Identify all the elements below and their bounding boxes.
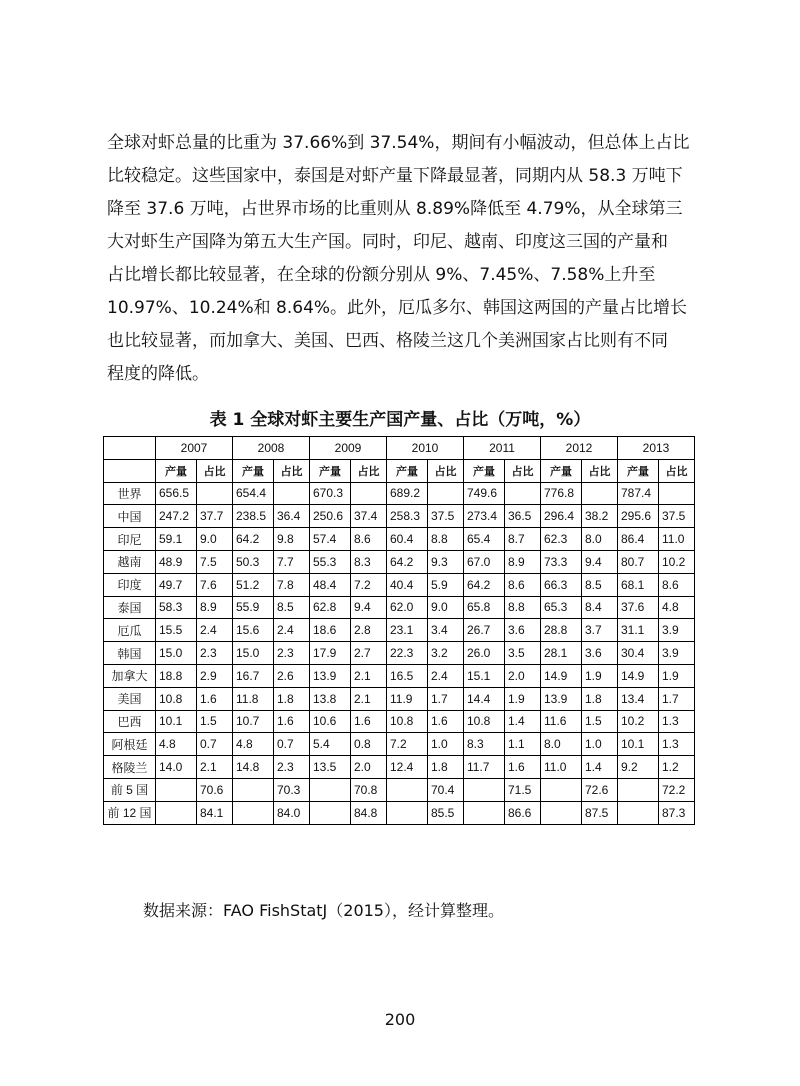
- share-cell: 9.4: [351, 596, 387, 619]
- production-cell: 654.4: [233, 482, 274, 505]
- share-cell: 0.8: [351, 733, 387, 756]
- production-cell: 51.2: [233, 573, 274, 596]
- production-cell: 10.8: [464, 710, 505, 733]
- production-cell: 247.2: [156, 505, 197, 528]
- production-cell: 50.3: [233, 550, 274, 573]
- production-cell: 11.6: [541, 710, 582, 733]
- table-row: [104, 550, 695, 573]
- share-cell: 86.6: [505, 801, 541, 824]
- production-cell: 67.0: [464, 550, 505, 573]
- share-cell: 1.6: [197, 687, 233, 710]
- share-cell: 72.2: [659, 778, 695, 801]
- production-cell: 10.8: [156, 687, 197, 710]
- production-cell: 18.6: [310, 619, 351, 642]
- share-cell: 70.3: [274, 778, 310, 801]
- share-cell: 8.5: [274, 596, 310, 619]
- paragraph-line: 比较稳定。这些国家中，泰国是对虾产量下降最显著，同期内从 58.3 万吨下: [107, 166, 683, 186]
- share-cell: [197, 482, 233, 505]
- production-cell: 15.6: [233, 619, 274, 642]
- table-caption: 表 1 全球对虾主要生产国产量、占比（万吨，%）: [209, 410, 591, 430]
- year-header: 2013: [618, 437, 695, 460]
- production-cell: 15.1: [464, 664, 505, 687]
- paragraph-line: 10.97%、10.24%和 8.64%。此外，厄瓜多尔、韩国这两国的产量占比增长: [107, 298, 688, 318]
- production-cell: 295.6: [618, 505, 659, 528]
- production-cell: [464, 801, 505, 824]
- country-name: 格陵兰: [104, 756, 156, 779]
- share-cell: [582, 482, 618, 505]
- share-cell: 70.8: [351, 778, 387, 801]
- production-cell: 13.4: [618, 687, 659, 710]
- share-header: 占比: [351, 459, 387, 482]
- share-cell: 2.6: [274, 664, 310, 687]
- production-cell: [156, 801, 197, 824]
- production-cell: 13.5: [310, 756, 351, 779]
- share-cell: 0.7: [274, 733, 310, 756]
- share-cell: 1.4: [582, 756, 618, 779]
- year-header: 2009: [310, 437, 387, 460]
- share-cell: 2.1: [197, 756, 233, 779]
- paragraph-line: 全球对虾总量的比重为 37.66%到 37.54%，期间有小幅波动，但总体上占比: [107, 133, 690, 153]
- production-cell: 13.8: [310, 687, 351, 710]
- share-cell: 85.5: [428, 801, 464, 824]
- production-cell: 40.4: [387, 573, 428, 596]
- production-cell: 258.3: [387, 505, 428, 528]
- share-cell: 71.5: [505, 778, 541, 801]
- production-cell: 22.3: [387, 642, 428, 665]
- share-cell: 3.9: [659, 619, 695, 642]
- year-header: 2010: [387, 437, 464, 460]
- table-row: [104, 642, 695, 665]
- share-cell: 2.3: [197, 642, 233, 665]
- production-cell: 58.3: [156, 596, 197, 619]
- production-cell: 80.7: [618, 550, 659, 573]
- production-cell: 73.3: [541, 550, 582, 573]
- production-cell: 7.2: [387, 733, 428, 756]
- share-cell: 9.3: [428, 550, 464, 573]
- share-cell: 2.4: [274, 619, 310, 642]
- country-name: 巴西: [104, 710, 156, 733]
- production-cell: 17.9: [310, 642, 351, 665]
- production-cell: 8.3: [464, 733, 505, 756]
- share-cell: 1.7: [659, 687, 695, 710]
- production-cell: 10.6: [310, 710, 351, 733]
- share-header: 占比: [428, 459, 464, 482]
- share-cell: 7.7: [274, 550, 310, 573]
- production-cell: 670.3: [310, 482, 351, 505]
- production-cell: 749.6: [464, 482, 505, 505]
- production-cell: 787.4: [618, 482, 659, 505]
- share-cell: 37.4: [351, 505, 387, 528]
- share-cell: 1.1: [505, 733, 541, 756]
- table-row: [104, 664, 695, 687]
- production-cell: [387, 801, 428, 824]
- year-header: 2008: [233, 437, 310, 460]
- share-cell: 2.1: [351, 664, 387, 687]
- share-cell: 2.4: [428, 664, 464, 687]
- year-header: 2007: [156, 437, 233, 460]
- share-cell: [659, 482, 695, 505]
- country-name: 越南: [104, 550, 156, 573]
- production-cell: 15.5: [156, 619, 197, 642]
- production-cell: 16.5: [387, 664, 428, 687]
- share-cell: 2.9: [197, 664, 233, 687]
- share-cell: 3.7: [582, 619, 618, 642]
- production-cell: 689.2: [387, 482, 428, 505]
- production-cell: [310, 801, 351, 824]
- share-cell: 1.8: [274, 687, 310, 710]
- share-cell: 37.5: [428, 505, 464, 528]
- production-cell: 64.2: [233, 528, 274, 551]
- production-cell: 10.7: [233, 710, 274, 733]
- share-cell: 11.0: [659, 528, 695, 551]
- country-name: 世界: [104, 482, 156, 505]
- share-cell: 3.6: [582, 642, 618, 665]
- production-header: 产量: [464, 459, 505, 482]
- paragraph-line: 也比较显著，而加拿大、美国、巴西、格陵兰这几个美洲国家占比则有不同: [107, 331, 668, 351]
- corner-cell: [104, 437, 156, 460]
- share-cell: [274, 482, 310, 505]
- production-cell: 26.7: [464, 619, 505, 642]
- share-cell: 8.7: [505, 528, 541, 551]
- country-name: 厄瓜: [104, 619, 156, 642]
- production-cell: [387, 778, 428, 801]
- production-cell: 64.2: [464, 573, 505, 596]
- share-cell: 1.6: [351, 710, 387, 733]
- share-cell: 3.9: [659, 642, 695, 665]
- production-cell: 5.4: [310, 733, 351, 756]
- page-number: 200: [384, 1010, 416, 1029]
- share-cell: 1.0: [582, 733, 618, 756]
- share-header: 占比: [582, 459, 618, 482]
- production-header: 产量: [387, 459, 428, 482]
- production-cell: 15.0: [156, 642, 197, 665]
- table-row: [104, 801, 695, 824]
- share-cell: 9.0: [428, 596, 464, 619]
- production-cell: 14.9: [618, 664, 659, 687]
- production-cell: 55.9: [233, 596, 274, 619]
- share-header: 占比: [505, 459, 541, 482]
- share-cell: 9.8: [274, 528, 310, 551]
- production-cell: [464, 778, 505, 801]
- country-name: 泰国: [104, 596, 156, 619]
- production-cell: [233, 778, 274, 801]
- share-cell: 8.8: [428, 528, 464, 551]
- share-cell: 1.4: [505, 710, 541, 733]
- share-cell: 3.4: [428, 619, 464, 642]
- production-cell: 11.7: [464, 756, 505, 779]
- share-cell: 9.4: [582, 550, 618, 573]
- share-cell: 2.1: [351, 687, 387, 710]
- share-cell: 37.5: [659, 505, 695, 528]
- share-header: 占比: [274, 459, 310, 482]
- share-cell: 38.2: [582, 505, 618, 528]
- production-cell: 60.4: [387, 528, 428, 551]
- country-name: 加拿大: [104, 664, 156, 687]
- production-cell: 10.2: [618, 710, 659, 733]
- paragraph-line: 大对虾生产国降为第五大生产国。同时，印尼、越南、印度这三国的产量和: [107, 232, 668, 252]
- production-cell: [618, 778, 659, 801]
- production-cell: 10.1: [156, 710, 197, 733]
- share-cell: 3.5: [505, 642, 541, 665]
- share-cell: 10.2: [659, 550, 695, 573]
- production-cell: 8.0: [541, 733, 582, 756]
- share-cell: 1.5: [197, 710, 233, 733]
- share-cell: 1.9: [659, 664, 695, 687]
- production-cell: 776.8: [541, 482, 582, 505]
- table-row: [104, 596, 695, 619]
- share-cell: 87.3: [659, 801, 695, 824]
- production-cell: 14.4: [464, 687, 505, 710]
- table-row: [104, 687, 695, 710]
- share-cell: 8.9: [505, 550, 541, 573]
- production-cell: 26.0: [464, 642, 505, 665]
- production-header: 产量: [618, 459, 659, 482]
- production-cell: 31.1: [618, 619, 659, 642]
- share-cell: 1.5: [582, 710, 618, 733]
- production-cell: 11.8: [233, 687, 274, 710]
- production-cell: 66.3: [541, 573, 582, 596]
- production-header: 产量: [156, 459, 197, 482]
- production-cell: 273.4: [464, 505, 505, 528]
- production-cell: 28.1: [541, 642, 582, 665]
- share-cell: 87.5: [582, 801, 618, 824]
- table-row: [104, 710, 695, 733]
- paragraph-line: 程度的降低。: [107, 364, 209, 384]
- country-name: 印尼: [104, 528, 156, 551]
- share-cell: 8.8: [505, 596, 541, 619]
- production-cell: [541, 778, 582, 801]
- production-cell: 656.5: [156, 482, 197, 505]
- production-cell: 296.4: [541, 505, 582, 528]
- share-cell: 70.6: [197, 778, 233, 801]
- share-cell: 8.6: [505, 573, 541, 596]
- share-cell: 8.6: [659, 573, 695, 596]
- production-cell: 11.9: [387, 687, 428, 710]
- production-cell: [541, 801, 582, 824]
- production-cell: 13.9: [541, 687, 582, 710]
- share-cell: 9.0: [197, 528, 233, 551]
- share-cell: 1.3: [659, 733, 695, 756]
- share-header: 占比: [659, 459, 695, 482]
- production-cell: 55.3: [310, 550, 351, 573]
- production-cell: 57.4: [310, 528, 351, 551]
- production-header: 产量: [310, 459, 351, 482]
- production-cell: 62.0: [387, 596, 428, 619]
- share-cell: 1.6: [428, 710, 464, 733]
- share-cell: 1.8: [582, 687, 618, 710]
- production-header: 产量: [541, 459, 582, 482]
- country-name: 美国: [104, 687, 156, 710]
- share-cell: 7.2: [351, 573, 387, 596]
- share-cell: 8.3: [351, 550, 387, 573]
- production-cell: 13.9: [310, 664, 351, 687]
- country-name: 前 12 国: [104, 801, 156, 824]
- production-cell: 16.7: [233, 664, 274, 687]
- share-cell: 8.4: [582, 596, 618, 619]
- production-cell: 12.4: [387, 756, 428, 779]
- table-row: [104, 733, 695, 756]
- body-paragraph: [107, 127, 697, 391]
- production-cell: 14.0: [156, 756, 197, 779]
- share-cell: 4.8: [659, 596, 695, 619]
- table-row: [104, 573, 695, 596]
- share-cell: 5.9: [428, 573, 464, 596]
- share-cell: 37.7: [197, 505, 233, 528]
- share-cell: 1.2: [659, 756, 695, 779]
- production-cell: 4.8: [233, 733, 274, 756]
- share-cell: [428, 482, 464, 505]
- share-cell: [505, 482, 541, 505]
- year-header: 2011: [464, 437, 541, 460]
- share-cell: 84.8: [351, 801, 387, 824]
- production-cell: 238.5: [233, 505, 274, 528]
- table-row: [104, 619, 695, 642]
- production-cell: 48.9: [156, 550, 197, 573]
- share-cell: 1.9: [505, 687, 541, 710]
- table-row: [104, 778, 695, 801]
- share-cell: 1.7: [428, 687, 464, 710]
- share-cell: 2.3: [274, 756, 310, 779]
- share-cell: 8.6: [351, 528, 387, 551]
- production-cell: 14.8: [233, 756, 274, 779]
- production-cell: 10.8: [387, 710, 428, 733]
- table-row: [104, 482, 695, 505]
- production-cell: 28.8: [541, 619, 582, 642]
- production-cell: 30.4: [618, 642, 659, 665]
- share-cell: 1.6: [274, 710, 310, 733]
- share-cell: 1.9: [582, 664, 618, 687]
- year-header: 2012: [541, 437, 618, 460]
- country-name: 前 5 国: [104, 778, 156, 801]
- data-source-note: 数据来源：FAO FishStatJ（2015），经计算整理。: [143, 901, 504, 920]
- share-cell: 2.0: [505, 664, 541, 687]
- production-cell: [310, 778, 351, 801]
- paragraph-line: 占比增长都比较显著，在全球的份额分别从 9%、7.45%、7.58%上升至: [107, 265, 656, 285]
- share-cell: 2.3: [274, 642, 310, 665]
- share-cell: 3.2: [428, 642, 464, 665]
- production-cell: 64.2: [387, 550, 428, 573]
- paragraph-line: 降至 37.6 万吨，占世界市场的比重则从 8.89%降低至 4.79%，从全球第三: [107, 199, 683, 219]
- production-cell: 11.0: [541, 756, 582, 779]
- country-name: 中国: [104, 505, 156, 528]
- production-cell: 4.8: [156, 733, 197, 756]
- table-row: [104, 528, 695, 551]
- production-cell: [233, 801, 274, 824]
- country-name: 印度: [104, 573, 156, 596]
- share-header: 占比: [197, 459, 233, 482]
- country-name: 阿根廷: [104, 733, 156, 756]
- country-name: 韩国: [104, 642, 156, 665]
- production-header: 产量: [233, 459, 274, 482]
- production-cell: 62.8: [310, 596, 351, 619]
- shrimp-production-table: [103, 436, 695, 825]
- production-cell: 86.4: [618, 528, 659, 551]
- share-cell: 36.4: [274, 505, 310, 528]
- share-cell: 2.4: [197, 619, 233, 642]
- share-cell: 1.0: [428, 733, 464, 756]
- share-cell: 84.1: [197, 801, 233, 824]
- share-cell: 7.5: [197, 550, 233, 573]
- production-cell: 48.4: [310, 573, 351, 596]
- production-cell: 10.1: [618, 733, 659, 756]
- production-cell: 23.1: [387, 619, 428, 642]
- production-cell: 15.0: [233, 642, 274, 665]
- share-cell: 8.0: [582, 528, 618, 551]
- share-cell: 1.6: [505, 756, 541, 779]
- share-cell: 1.8: [428, 756, 464, 779]
- production-cell: 68.1: [618, 573, 659, 596]
- table-row: [104, 756, 695, 779]
- share-cell: 36.5: [505, 505, 541, 528]
- share-cell: 70.4: [428, 778, 464, 801]
- table-row: [104, 505, 695, 528]
- year-header-row: [104, 437, 695, 460]
- production-cell: 59.1: [156, 528, 197, 551]
- production-cell: 65.8: [464, 596, 505, 619]
- share-cell: 2.8: [351, 619, 387, 642]
- share-cell: [351, 482, 387, 505]
- share-cell: 3.6: [505, 619, 541, 642]
- share-cell: 2.7: [351, 642, 387, 665]
- share-cell: 2.0: [351, 756, 387, 779]
- production-cell: 14.9: [541, 664, 582, 687]
- production-cell: 250.6: [310, 505, 351, 528]
- sub-header-row: [104, 459, 695, 482]
- corner-cell: [104, 459, 156, 482]
- production-cell: 37.6: [618, 596, 659, 619]
- share-cell: 72.6: [582, 778, 618, 801]
- production-cell: 65.3: [541, 596, 582, 619]
- share-cell: 8.9: [197, 596, 233, 619]
- share-cell: 0.7: [197, 733, 233, 756]
- share-cell: 7.6: [197, 573, 233, 596]
- share-cell: 7.8: [274, 573, 310, 596]
- share-cell: 1.3: [659, 710, 695, 733]
- production-cell: 9.2: [618, 756, 659, 779]
- production-cell: 62.3: [541, 528, 582, 551]
- production-cell: 65.4: [464, 528, 505, 551]
- production-cell: 49.7: [156, 573, 197, 596]
- production-cell: [618, 801, 659, 824]
- share-cell: 8.5: [582, 573, 618, 596]
- production-cell: 18.8: [156, 664, 197, 687]
- production-cell: [156, 778, 197, 801]
- share-cell: 84.0: [274, 801, 310, 824]
